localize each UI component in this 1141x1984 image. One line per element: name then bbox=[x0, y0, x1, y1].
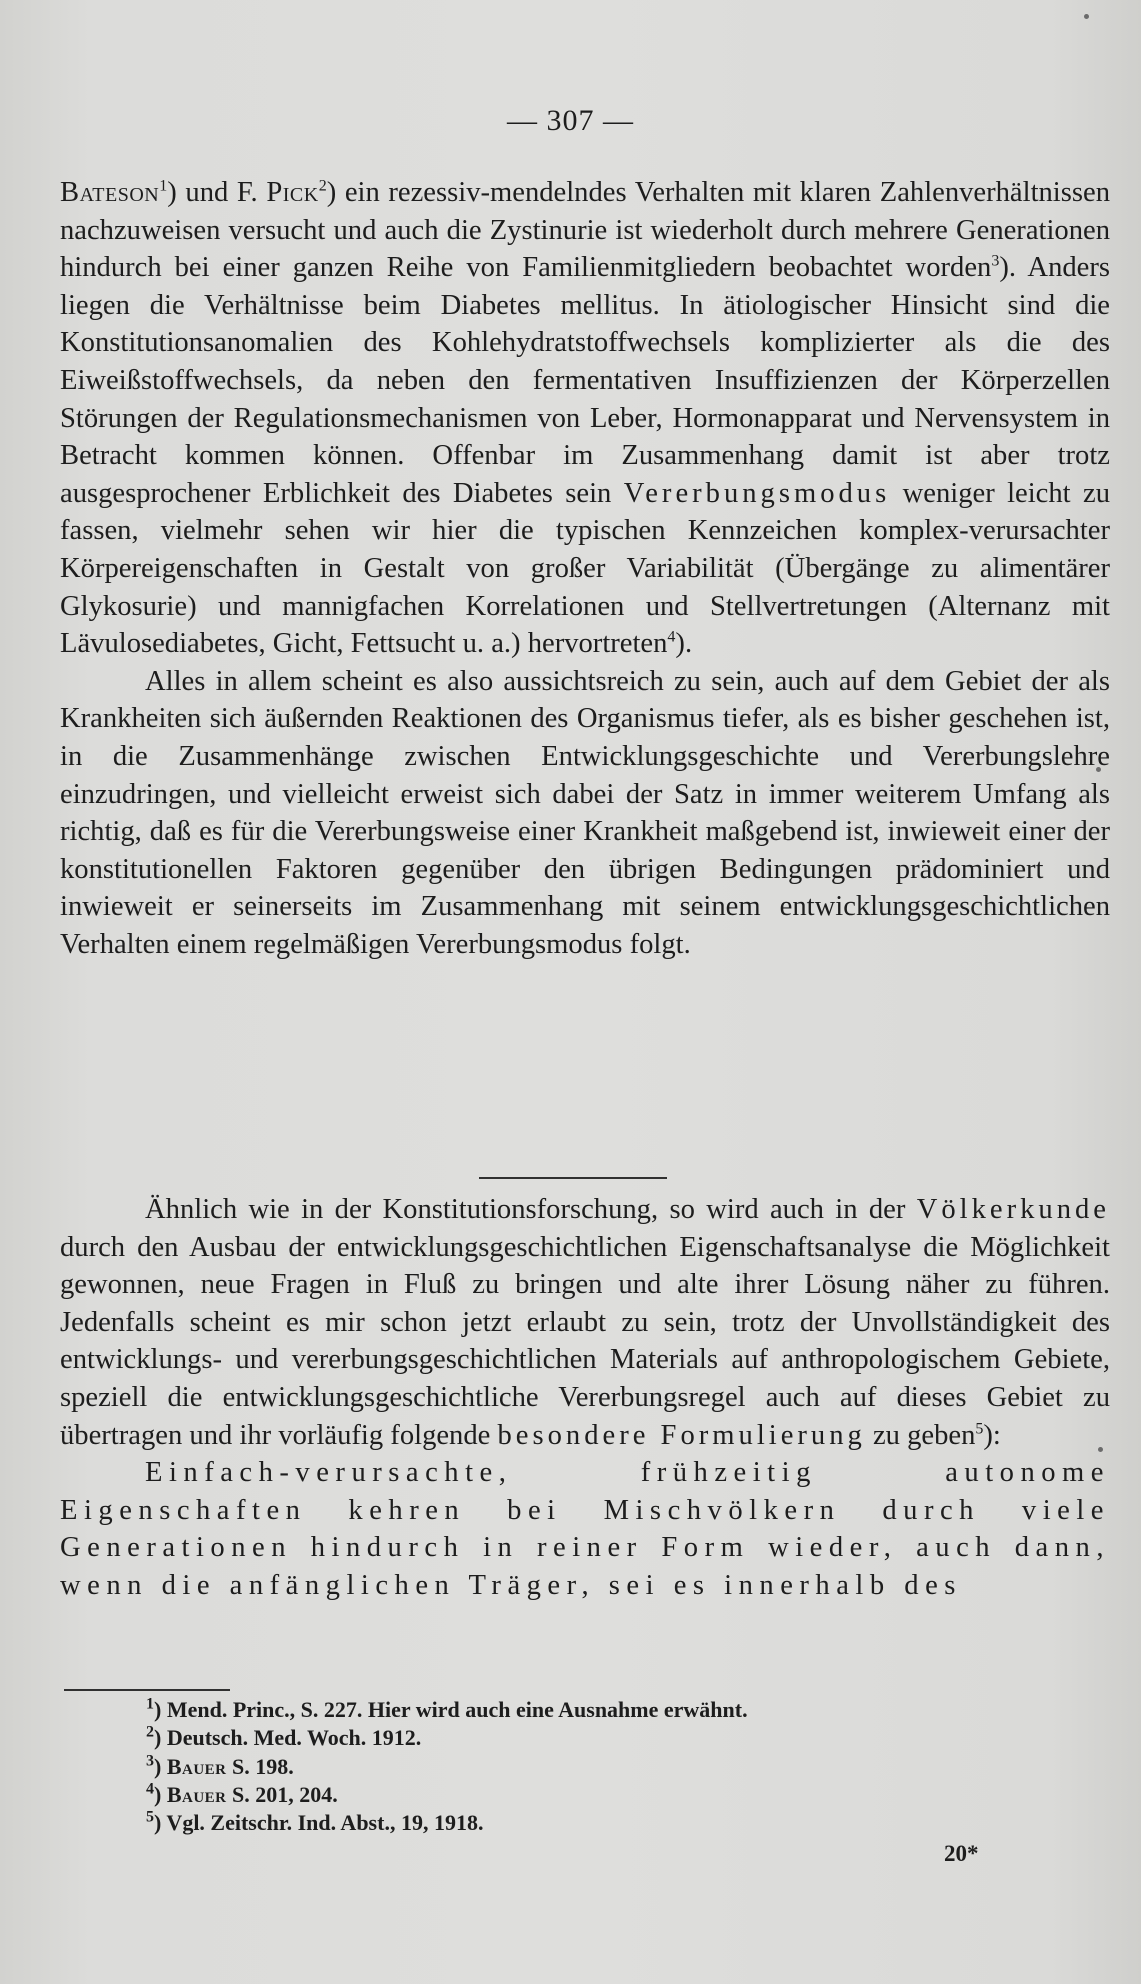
emphasized-term: besondere Formulierung bbox=[497, 1419, 866, 1451]
page-number: — 307 — bbox=[507, 104, 634, 137]
footnote-reference: 3 bbox=[991, 252, 1000, 270]
footnote-mark: 1 bbox=[146, 1695, 154, 1713]
emphasized-term: Vererbungsmodus bbox=[623, 477, 891, 509]
footnote-mark: 2 bbox=[146, 1723, 154, 1741]
printer-signature-mark: 20* bbox=[944, 1841, 979, 1866]
footnote-text: S. 198. bbox=[226, 1753, 294, 1779]
section-divider bbox=[479, 1177, 667, 1179]
footnote-1 bbox=[146, 1696, 986, 1724]
footnote-text: ) Mend. Princ., S. 227. Hier wird auch eine Ausnahme erwähnt. bbox=[154, 1697, 748, 1722]
footnote-2 bbox=[146, 1724, 986, 1752]
footnote-reference: 4 bbox=[667, 628, 676, 646]
emphasized-term: Völkerkunde bbox=[916, 1194, 1110, 1225]
paragraph-text: weniger leicht zu fassen, vielmehr sehen wir hier die typischen Kennzeichen komplex-verursachter Körpereigenschaften in Gestalt von großer Variabilität (Übergänge zu alimentärer Glykosurie) und mannigfachen Korrelationen und Stellvertretungen (Alternanz mit Lävulosediabetes, Gicht, Fettsucht u. a.) hervortreten bbox=[60, 477, 1110, 660]
footnote-author: Bauer bbox=[166, 1753, 227, 1779]
footnote-reference: 5 bbox=[975, 1420, 984, 1438]
footnote-text: ) Vgl. Zeitschr. Ind. Abst., 19, 1918. bbox=[154, 1810, 484, 1836]
footnote-text: ) bbox=[154, 1781, 167, 1807]
paragraph-text: ): bbox=[983, 1419, 1001, 1451]
footnote-text: ) Deutsch. Med. Woch. 1912. bbox=[154, 1725, 422, 1751]
footnote-mark: 4 bbox=[146, 1780, 154, 1798]
paragraph-conclusion: Alles in allem scheint es also aussichtsreich zu sein, auch auf dem Gebiet der als Krankheiten sich äußernden Reaktionen des Organismus tiefer, als es bisher geschehen ist, in die Zusammenhänge zwischen Entwicklungsgeschichte und Vererbungslehre einzudringen, und vielleicht erweist sich dabei der Satz in immer weiterem Umfang als richtig, daß es für die Vererbungsweise einer Krankheit maßgebend ist, inwieweit einer der konstitutionellen Faktoren gegenüber den übrigen Bedingungen prädominiert und inwieweit er seinerseits im Zusammenhang mit seinem entwicklungsgeschichtlichen Verhalten einem regelmäßigen Vererbungsmodus folgt. bbox=[60, 665, 1110, 960]
footnote-author: Bauer bbox=[166, 1781, 227, 1807]
paragraph-text: durch den Ausbau der entwicklungsgeschichtlichen Eigenschaftsanalyse die Möglichkeit gewonnen, neue Fragen in Fluß zu bringen und alte ihrer Lösung näher zu führen. Jedenfalls scheint es mir schon jetzt erlaubt zu sein, trotz der Unvollständigkeit des entwicklungs- und vererbungsgeschichtlichen Materials auf anthropologischem Gebiete, speziell die entwicklungsgeschichtliche Vererbungsregel auch auf dieses Gebiet zu übertragen und ihr vorläufig folgende bbox=[60, 1231, 1110, 1451]
footnote-divider bbox=[64, 1689, 230, 1691]
footnote-text: S. 201, 204. bbox=[226, 1781, 338, 1807]
paragraph-ethnology bbox=[60, 1191, 1110, 1454]
footnote-5 bbox=[146, 1809, 986, 1837]
footnotes bbox=[146, 1696, 986, 1837]
print-speck bbox=[1084, 14, 1089, 19]
footnote-mark: 5 bbox=[146, 1808, 154, 1826]
inheritance-rule-statement: Einfach-verursachte, frühzeitig autonome Eigenschaften kehren bei Mischvölkern durch viele Generationen hindurch in reiner Form wieder, auch dann, wenn die anfänglichen Träger, sei es innerhalb des bbox=[60, 1457, 1110, 1601]
paragraph-text: ) ein rezessiv-mendelndes Verhalten mit klaren Zahlenverhältnissen nachzuweisen versucht und auch die Zystinurie ist wiederholt durch mehrere Generationen hindurch bei einer ganzen Reihe von Familienmitgliedern beobachtet worden bbox=[60, 177, 1110, 284]
footnote-reference: 1 bbox=[159, 177, 168, 195]
upper-text-block bbox=[60, 174, 1110, 963]
footnote-4 bbox=[146, 1781, 986, 1809]
author-name: Pick bbox=[266, 177, 319, 208]
footnote-text: ) bbox=[154, 1753, 167, 1779]
paragraph-hereditary-diseases bbox=[60, 174, 1110, 663]
paragraph-text: zu geben bbox=[865, 1419, 976, 1451]
paragraph-text: ). bbox=[675, 628, 693, 660]
footnote-3 bbox=[146, 1753, 986, 1781]
footnote-reference: 2 bbox=[318, 177, 327, 195]
author-name: Bateson bbox=[60, 177, 160, 208]
paragraph-text: ) und F. bbox=[167, 177, 267, 208]
lower-text-block bbox=[60, 1191, 1110, 1605]
footnote-mark: 3 bbox=[146, 1752, 154, 1770]
paragraph-text: ). Anders liegen die Verhältnisse beim Diabetes mellitus. In ätiologischer Hinsicht sind die Konstitutionsanomalien des Kohlehydratstoffwechsels komplizierter als die des Eiweißstoffwechsels, da neben den fermentativen Insuffizienzen der Körperzellen Störungen der Regulationsmechanismen von Leber, Hormonapparat und Nervensystem in Betracht kommen können. Offenbar im Zusammenhang damit ist aber trotz ausgesprochener Erblichkeit des Diabetes sein bbox=[60, 252, 1111, 509]
paragraph-text: Ähnlich wie in der Konstitutionsforschung, so wird auch in der bbox=[145, 1194, 917, 1225]
